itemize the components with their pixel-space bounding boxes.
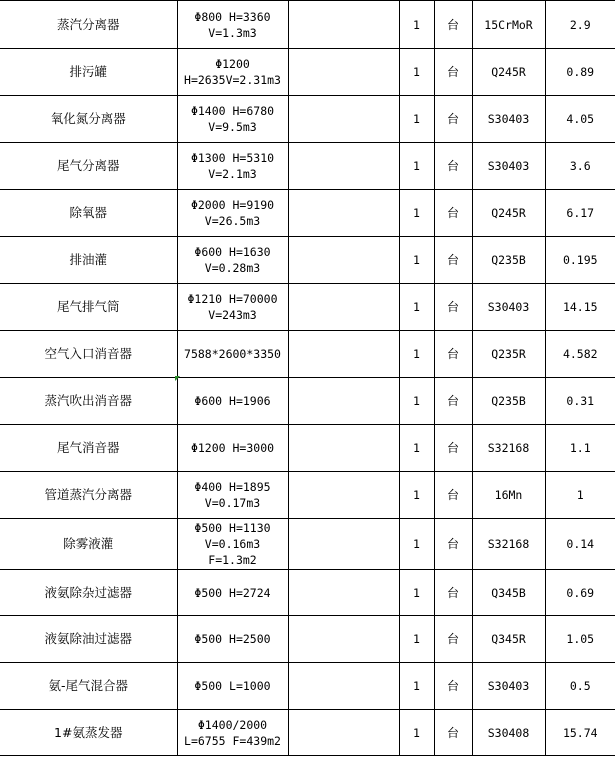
quantity-cell: 1 [399,710,434,756]
spec-line: V=2.1m3 [208,167,257,181]
material-cell: Q345R [472,616,545,663]
material-cell: Q345B [472,570,545,616]
material-cell: Q245R [472,190,545,237]
spec-line: V=0.28m3 [204,261,261,275]
table-body [0,1,615,756]
weight-cell: 0.69 [545,570,615,616]
spec-cell [177,663,288,710]
table-row [0,616,615,663]
cell-comment-marker [175,376,180,381]
quantity-cell: 1 [399,519,434,570]
equipment-name-cell: 排油灌 [0,237,177,284]
spec-cell [177,237,288,284]
unit-cell: 台 [434,710,472,756]
table-row [0,710,615,756]
empty-cell [288,425,399,472]
unit-cell: 台 [434,143,472,190]
quantity-cell: 1 [399,284,434,331]
spec-line: L=6755 F=439m2 [184,733,281,748]
unit-cell: 台 [434,378,472,425]
weight-cell: 0.14 [545,519,615,570]
weight-cell: 1.05 [545,616,615,663]
table-row [0,237,615,284]
material-cell: Q235B [472,378,545,425]
spec-line: Φ1200 H=3000 [190,441,275,455]
unit-cell: 台 [434,472,472,519]
spec-cell [177,190,288,237]
spec-line: Φ1200 [215,57,250,71]
spec-line: Φ600 H=1906 [194,394,271,408]
unit-cell: 台 [434,1,472,49]
quantity-cell: 1 [399,472,434,519]
unit-cell: 台 [434,519,472,570]
table-row [0,663,615,710]
material-cell: S30408 [472,710,545,756]
table-row [0,472,615,519]
quantity-cell: 1 [399,616,434,663]
weight-cell: 4.05 [545,96,615,143]
weight-cell: 0.89 [545,49,615,96]
equipment-name-cell: 蒸汽吹出消音器 [0,378,177,425]
equipment-name-cell: 液氨除杂过滤器 [0,570,177,616]
spec-line: V=9.5m3 [208,120,257,134]
spec-cell [177,570,288,616]
quantity-cell: 1 [399,378,434,425]
spec-line: V=26.5m3 [204,214,261,228]
empty-cell [288,237,399,284]
weight-cell: 0.5 [545,663,615,710]
spec-line: Φ400 H=1895 [194,480,271,494]
unit-cell: 台 [434,425,472,472]
equipment-name-cell: 液氨除油过滤器 [0,616,177,663]
spec-line: Φ1400 H=6780 [190,104,275,118]
empty-cell [288,710,399,756]
spec-cell [177,284,288,331]
table-row [0,49,615,96]
weight-cell: 1.1 [545,425,615,472]
empty-cell [288,616,399,663]
spec-line: Φ2000 H=9190 [190,198,275,212]
spec-line: Φ1300 H=5310 [190,151,275,165]
spec-line: V=0.16m3 [204,537,261,551]
empty-cell [288,378,399,425]
unit-cell: 台 [434,49,472,96]
spec-cell [177,616,288,663]
equipment-name-cell: 尾气分离器 [0,143,177,190]
spec-line: F=1.3m2 [208,553,257,567]
quantity-cell: 1 [399,237,434,284]
equipment-name-cell: 1#氨蒸发器 [0,710,177,756]
quantity-cell: 1 [399,1,434,49]
table-row [0,96,615,143]
quantity-cell: 1 [399,331,434,378]
spec-cell [177,143,288,190]
quantity-cell: 1 [399,663,434,710]
equipment-name-cell: 氨-尾气混合器 [0,663,177,710]
quantity-cell: 1 [399,425,434,472]
empty-cell [288,49,399,96]
spec-line: Φ500 H=2500 [194,632,271,646]
table-row [0,284,615,331]
empty-cell [288,190,399,237]
table-row [0,331,615,378]
unit-cell: 台 [434,570,472,616]
quantity-cell: 1 [399,96,434,143]
spec-line: Φ1400/2000 [197,717,268,732]
spec-line: V=1.3m3 [208,25,257,40]
material-cell: S30403 [472,663,545,710]
spec-line: Φ500 L=1000 [194,679,271,693]
empty-cell [288,96,399,143]
spec-line: H=2635V=2.31m3 [184,73,281,87]
unit-cell: 台 [434,96,472,143]
spec-line: Φ500 H=1130 [194,521,271,535]
material-cell: S30403 [472,143,545,190]
spec-cell [177,378,288,425]
empty-cell [288,1,399,49]
empty-cell [288,519,399,570]
table-row [0,425,615,472]
spec-line: Φ800 H=3360 [194,9,271,24]
spec-line: V=0.17m3 [204,496,261,510]
weight-cell: 14.15 [545,284,615,331]
empty-cell [288,284,399,331]
spec-cell [177,710,288,756]
unit-cell: 台 [434,190,472,237]
spec-cell [177,425,288,472]
empty-cell [288,472,399,519]
spec-cell [177,96,288,143]
quantity-cell: 1 [399,190,434,237]
spec-line: Φ1210 H=70000 [187,292,278,306]
spec-cell [177,1,288,49]
material-cell: 15CrMoR [472,1,545,49]
equipment-name-cell: 排污罐 [0,49,177,96]
material-cell: Q245R [472,49,545,96]
unit-cell: 台 [434,284,472,331]
spec-cell [177,49,288,96]
unit-cell: 台 [434,331,472,378]
weight-cell: 2.9 [545,1,615,49]
table-row [0,143,615,190]
table-row [0,190,615,237]
quantity-cell: 1 [399,49,434,96]
spec-line: V=243m3 [208,308,257,322]
material-cell: S32168 [472,425,545,472]
quantity-cell: 1 [399,143,434,190]
weight-cell: 0.31 [545,378,615,425]
spec-cell [177,519,288,570]
equipment-name-cell: 尾气排气筒 [0,284,177,331]
table-row [0,570,615,616]
spec-line: Φ600 H=1630 [194,245,271,259]
weight-cell: 0.195 [545,237,615,284]
unit-cell: 台 [434,237,472,284]
equipment-name-cell: 空气入口消音器 [0,331,177,378]
weight-cell: 1 [545,472,615,519]
weight-cell: 4.582 [545,331,615,378]
equipment-name-cell: 除雾液灌 [0,519,177,570]
empty-cell [288,331,399,378]
equipment-name-cell: 氧化氮分离器 [0,96,177,143]
material-cell: S30403 [472,96,545,143]
empty-cell [288,570,399,616]
unit-cell: 台 [434,663,472,710]
spec-cell [177,472,288,519]
equipment-name-cell: 除氧器 [0,190,177,237]
material-cell: S32168 [472,519,545,570]
spec-line: Φ500 H=2724 [194,585,271,600]
empty-cell [288,663,399,710]
equipment-name-cell: 蒸汽分离器 [0,1,177,49]
material-cell: S30403 [472,284,545,331]
weight-cell: 6.17 [545,190,615,237]
weight-cell: 15.74 [545,710,615,756]
equipment-name-cell: 管道蒸汽分离器 [0,472,177,519]
material-cell: Q235R [472,331,545,378]
table-row [0,378,615,425]
table-row [0,519,615,570]
weight-cell: 3.6 [545,143,615,190]
material-cell: Q235B [472,237,545,284]
table-row [0,1,615,49]
material-cell: 16Mn [472,472,545,519]
spec-cell [177,331,288,378]
unit-cell: 台 [434,616,472,663]
equipment-name-cell: 尾气消音器 [0,425,177,472]
spec-line: 7588*2600*3350 [184,347,281,361]
quantity-cell: 1 [399,570,434,616]
empty-cell [288,143,399,190]
